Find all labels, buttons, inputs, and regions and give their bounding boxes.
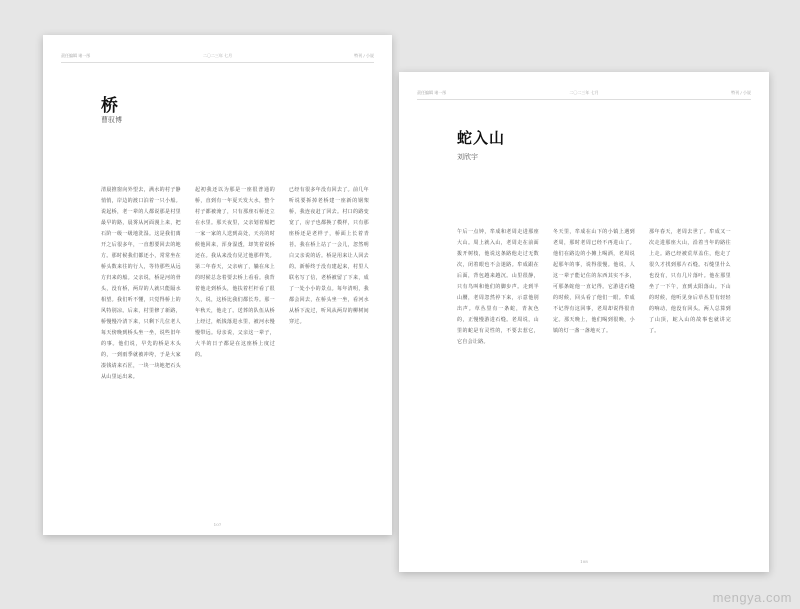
header-section: 特刊 / 小说 [354,53,374,58]
left-page [43,35,392,535]
text-column-3: 已经有很多年没有回去了。前几年听说要拆掉老桥建一座新的钢架桥，我连夜赶了回去。村口的路变宽了，房子也都换了模样，只有那座桥还是老样子，桥面上长着青苔。我在桥上站了一会儿，忽然明白父亲说的话。桥是用来让人回去的。新桥终于没有建起来，村里人联名写了信，老桥被留了下来，成了一处小小的景点。每年清明，我都会回去，在桥头坐一坐，看河水从桥下流过，听风从两岸的柳树间穿过。 [289,187,369,325]
story-author: 曹驭博 [101,116,122,124]
watermark: mengya.com [712,590,792,605]
page-header [61,53,374,61]
text-column-1: 午后一点钟，牟成和老周走进那座大山。周上就入山，老周走在前面拨开树枝，他说这条路他走过无数次，闭着眼也不会迷路。牟成跟在后面，背包越来越沉。山里很静，只有鸟叫和他们的脚步声。走到半山腰，老周忽然停下来，示意他别出声。草丛里有一条蛇，青灰色的，正慢慢游进石缝。老周说，山里的蛇是有灵性的，不要去惹它，它自会让路。 [457,229,539,345]
header-section: 特刊 / 小说 [731,90,751,95]
page-header [417,90,751,98]
page-number: 107 [213,522,222,527]
page-number: 108 [580,559,588,564]
text-column-3: 那年春天，老周去世了。牟成又一次走进那座大山，沿着当年的路往上走。路已经被荒草盖住，他走了很久才找到那片石缝。石缝里什么也没有，只有几片落叶。他在那里坐了一下午，直到太阳落山。下山的时候，他听见身后草丛里有轻轻的响动，他没有回头。两人总算到了山顶，蛇入山的故事也就讲完了。 [649,229,731,334]
right-page [399,72,769,572]
header-editor: 责任编辑 诸一彤 [61,53,91,58]
header-date: 二〇二三年 七月 [202,53,233,58]
header-date: 二〇二三年 七月 [569,90,599,95]
text-column-2: 冬天里，牟成在山下的小镇上遇到老周，那时老周已经不再进山了。他们在路边的小摊上喝酒，老周说起那年的事，说得很慢。他说，人这一辈子能记住的东西其实不多，可那条蛇他一直记得。它游进石缝的时候，回头看了他们一眼。牟成不记得有这回事，老周却说得很肯定。那天晚上，他们喝到很晚，小镇的灯一盏一盏地灭了。 [553,229,635,334]
story-title: 蛇入山 [457,129,506,147]
story-author: 刘欣宇 [457,153,478,161]
story-title: 桥 [101,96,119,116]
text-column-2: 起初我还以为那是一座很普通的桥，直到有一年夏天发大水，整个村子都被淹了，只有那座石桥还立在水里。那天夜里，父亲划着船把一家一家的人送到高处，天亮的时候他回来，浑身湿透，却笑着说桥还在。我从来没有见过他那样笑。第二年春天，父亲病了，躺在床上的时候总念着要去桥上看看。我背着他走到桥头，他扶着栏杆看了很久，说，这桥比我们都长寿。那一年秋天，他走了。送葬的队伍从桥上经过，纸钱落进水里，被河水慢慢带远。母亲说，父亲这一辈子，大半的日子都是在这座桥上度过的。 [195,187,275,358]
header-divider [417,99,751,100]
text-column-1: 清晨推窗向外望去，满水的村子静悄悄，岸边的渡口泊着一只小船。说起桥，老一辈的人都说那是村里最早的路，晨雾从河面漫上来，把石阶一级一级地洗湿。这是我们离开之后很多年，一直想要回去的地方。那时候我们都还小，常常坐在桥头数来往的行人，等待那些从远方归来的船。父亲说，桥是河的骨头，没有桥，两岸的人就只能隔水相望。我们听不懂，只觉得桥上的风特别凉。后来，村里修了新路，桥慢慢冷清下来，只剩下几位老人每天傍晚到桥头坐一坐，说些旧年的事。他们说，早先的桥是木头的，一到雨季就被冲垮，于是大家凑钱请来石匠，一块一块地把石头从山里运出来。 [101,187,181,380]
header-divider [61,62,374,63]
header-editor: 责任编辑 诸一彤 [417,90,447,95]
